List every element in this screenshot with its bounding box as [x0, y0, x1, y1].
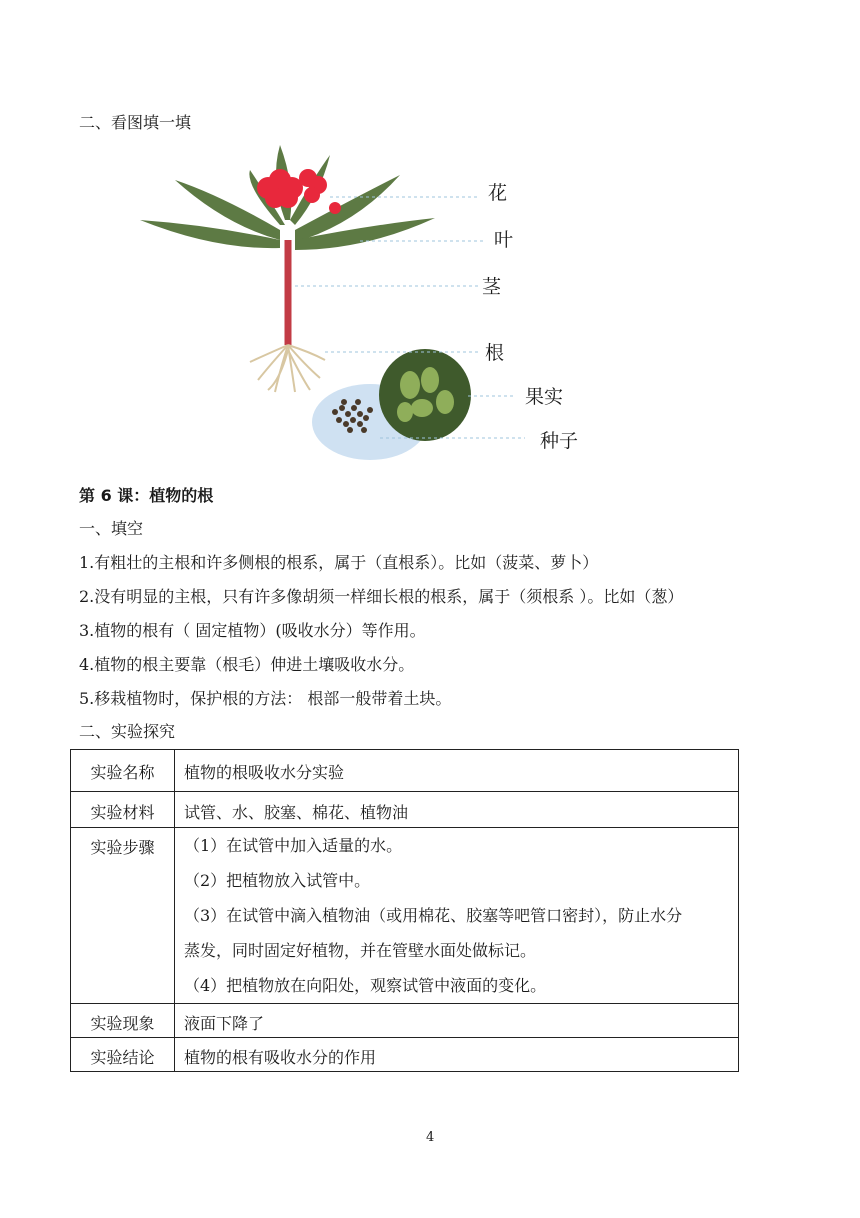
exp-step-2: （2）把植物放入试管中。: [184, 871, 371, 890]
roots: [250, 345, 325, 392]
part2-title: 二、实验探究: [79, 722, 176, 741]
experiment-table: [70, 749, 739, 1072]
exp-step-4: （4）把植物放在向阳处，观察试管中液面的变化。: [184, 976, 547, 995]
table-row: [71, 750, 739, 792]
table-row: [71, 792, 739, 828]
exp-steps-label: 实验步骤: [71, 828, 175, 1004]
exp-step-1: （1）在试管中加入适量的水。: [184, 836, 403, 855]
fill-item-3: 3.植物的根有（ 固定植物）(吸收水分）等作用。: [79, 621, 426, 640]
exp-name-label: 实验名称: [71, 750, 175, 792]
exp-name-value: 植物的根吸收水分实验: [175, 750, 739, 792]
exp-phenomenon-value: 液面下降了: [175, 1004, 739, 1038]
fill-item-4: 4.植物的根主要靠（根毛）伸进土壤吸收水分。: [79, 655, 415, 674]
fill-item-1: 1.有粗壮的主根和许多侧根的根系，属于（直根系）。比如（菠菜、萝卜）: [79, 553, 599, 572]
page-number: 4: [426, 1130, 435, 1145]
table-row: [71, 1004, 739, 1038]
exp-steps-cell: [175, 828, 739, 1004]
lesson-title: 第 6 课：植物的根: [79, 486, 214, 505]
label-fruit: 果实: [525, 386, 564, 408]
exp-phenomenon-label: 实验现象: [71, 1004, 175, 1038]
label-seed: 种子: [540, 430, 579, 452]
plant-diagram: [130, 140, 530, 460]
exp-conclusion-value: 植物的根有吸收水分的作用: [175, 1038, 739, 1072]
section-fill-title: 二、看图填一填: [79, 113, 192, 132]
exp-step-3: （3）在试管中滴入植物油（或用棉花、胶塞等吧管口密封），防止水分: [184, 906, 683, 925]
part1-title: 一、填空: [79, 519, 144, 538]
label-flower: 花: [488, 182, 508, 204]
exp-materials-value: 试管、水、胶塞、棉花、植物油: [175, 792, 739, 828]
label-leaf: 叶: [494, 229, 514, 251]
label-root: 根: [485, 342, 505, 364]
label-stem: 茎: [482, 276, 502, 298]
exp-conclusion-label: 实验结论: [71, 1038, 175, 1072]
fill-item-2: 2.没有明显的主根，只有许多像胡须一样细长根的根系，属于（须根系 ）。比如（葱）: [79, 587, 684, 606]
exp-step-3-cont: 蒸发，同时固定好植物，并在管壁水面处做标记。: [184, 941, 537, 960]
fill-item-5: 5.移栽植物时，保护根的方法： 根部一般带着土块。: [79, 689, 452, 708]
table-row: [71, 1038, 739, 1072]
table-row: [71, 828, 739, 1004]
exp-materials-label: 实验材料: [71, 792, 175, 828]
fruit-photo: [379, 349, 471, 441]
